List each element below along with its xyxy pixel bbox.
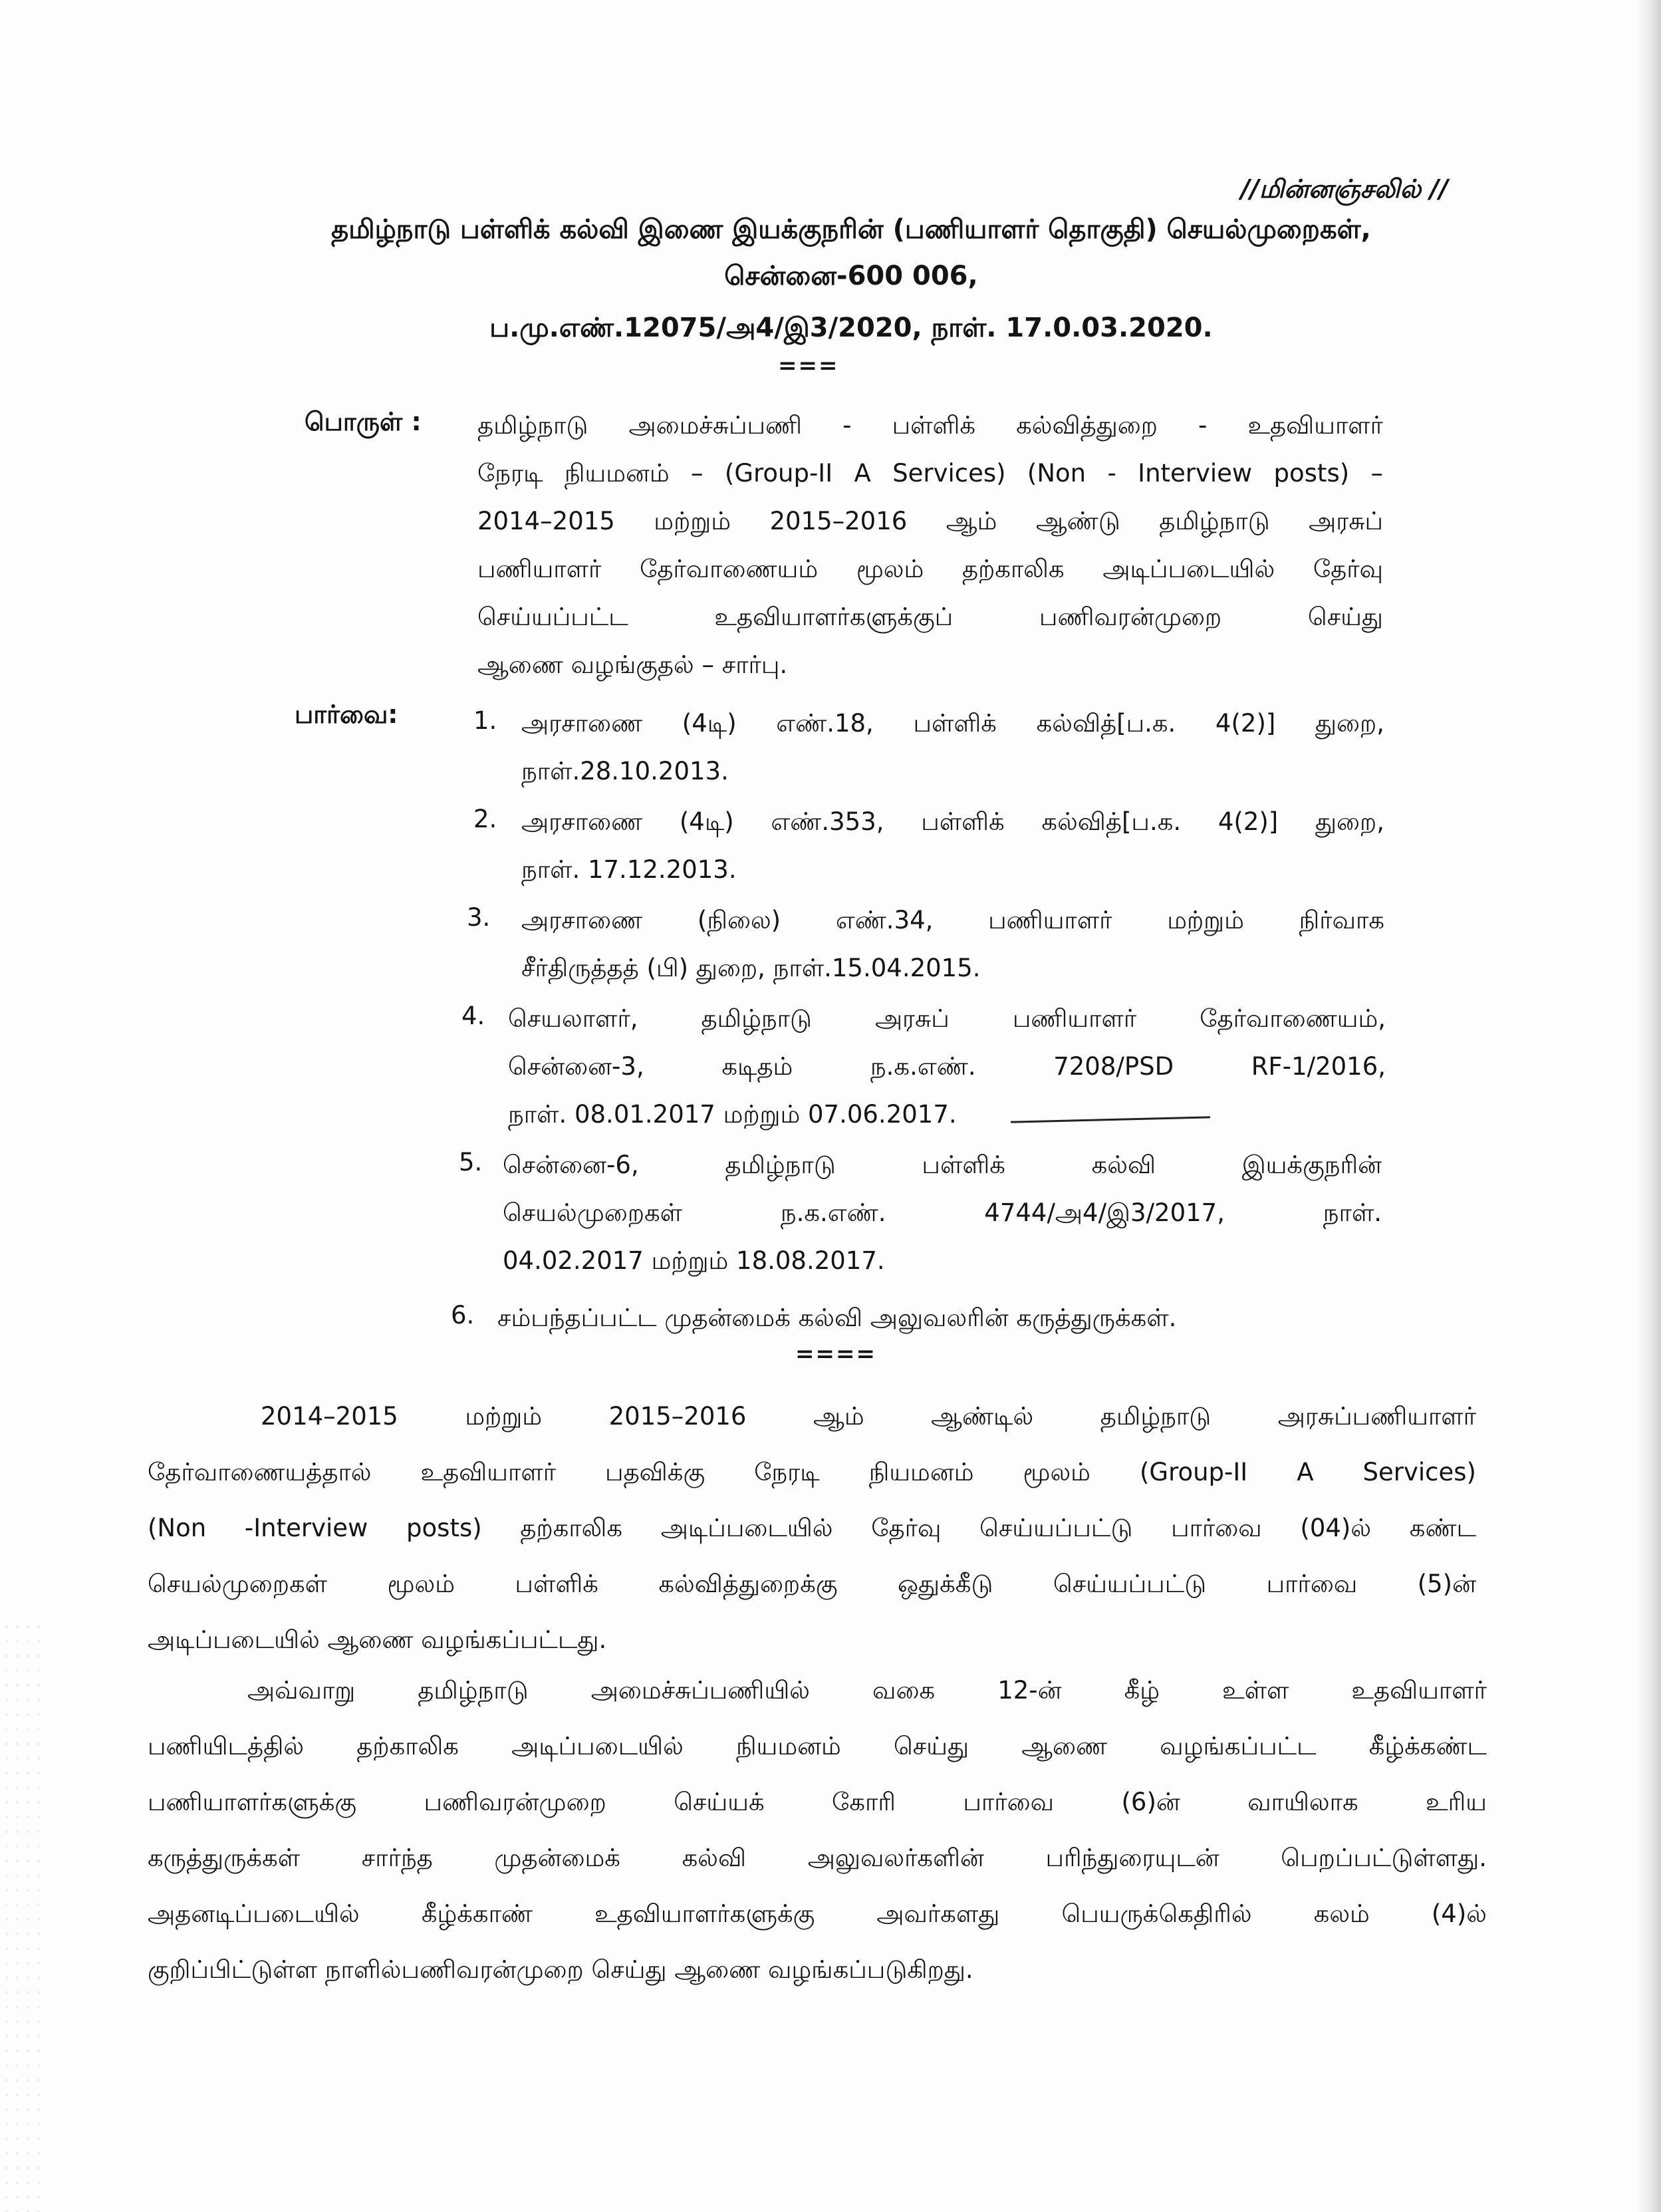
reference-line: 04.02.2017 மற்றும் 18.08.2017. [503,1246,885,1275]
paragraph-line: அதனடிப்படையில் கீழ்க்காண் உதவியாளர்களுக்கு அவர்களது பெயருக்கெதிரில் கலம் (4)ல் [148,1899,1487,1928]
header-separator: === [778,352,839,379]
paragraph-line: பணியாளர்களுக்கு பணிவரன்முறை செய்யக் கோரி பார்வை (6)ன் வாயிலாக உரிய [148,1788,1487,1816]
city-line: சென்னை-600 006, [724,261,978,291]
reference-number: 6. [451,1301,475,1329]
reference-number: 4. [461,1002,485,1030]
reference-line: செயல்முறைகள் ந.க.எண். 4744/அ4/இ3/2017, நாள். [503,1198,1382,1227]
references-label: பார்வை: [295,700,398,729]
subject-line: பணியாளர் தேர்வாணையம் மூலம் தற்காலிக அடிப்படையில் தேர்வு [477,555,1383,583]
subject-line: நேரடி நியமனம் – (Group-II A Services) (Non - Interview posts) – [477,459,1383,487]
reference-line: செயலாளர், தமிழ்நாடு அரசுப் பணியாளர் தேர்வாணையம், [508,1004,1386,1033]
reference-line: அரசாணை (4டி) எண்.353, பள்ளிக் கல்வித்[ப.க. 4(2)] துறை, [521,807,1384,836]
reference-number: 1. [473,706,497,735]
reference-number: 2. [473,805,497,833]
reference-line: நாள்.28.10.2013. [521,757,729,785]
reference-line: அரசாணை (4டி) எண்.18, பள்ளிக் கல்வித்[ப.க. 4(2)] துறை, [521,709,1384,738]
paragraph-line: தேர்வாணையத்தால் உதவியாளர் பதவிக்கு நேரடி நியமனம் மூலம் (Group-II A Services) [148,1458,1476,1486]
reference-number: 5. [459,1148,483,1176]
paragraph-line: (Non -Interview posts) தற்காலிக அடிப்படையில் தேர்வு செய்யப்பட்டு பார்வை (04)ல் கண்ட [148,1514,1476,1542]
subject-line: ஆணை வழங்குதல் – சார்பு. [477,650,788,679]
subject-line: தமிழ்நாடு அமைச்சுப்பணி - பள்ளிக் கல்வித்துறை - உதவியாளர் [477,411,1383,440]
reference-line: சென்னை-6, தமிழ்நாடு பள்ளிக் கல்வி இயக்குநரின் [503,1151,1382,1179]
body-paragraph-1 [148,1389,1476,1668]
paragraph-line: 2014–2015 மற்றும் 2015–2016 ஆம் ஆண்டில் தமிழ்நாடு அரசுப்பணியாளர் [261,1402,1476,1431]
body-paragraph-2 [148,1663,1487,1998]
paragraph-line: குறிப்பிட்டுள்ள நாளில்பணிவரன்முறை செய்து ஆணை வழங்கப்படுகிறது. [148,1955,973,1984]
email-mark: //மின்னஞ்சலில் // [1241,174,1448,204]
subject-line: செய்யப்பட்ட உதவியாளர்களுக்குப் பணிவரன்முறை செய்து [477,603,1383,631]
scan-speckle [0,1613,40,2212]
reference-line: சம்பந்தப்பட்ட முதன்மைக் கல்வி அலுவலரின் கருத்துருக்கள். [497,1304,1177,1332]
paragraph-line: அடிப்படையில் ஆணை வழங்கப்பட்டது. [148,1625,607,1654]
page-edge-shadow [1636,0,1661,2212]
reference-number-line: ப.மு.எண்.12075/அ4/இ3/2020, நாள். 17.0.03.2020. [489,313,1213,343]
paragraph-line: பணியிடத்தில் தற்காலிக அடிப்படையில் நியமனம் செய்து ஆணை வழங்கப்பட்ட கீழ்க்கண்ட [148,1732,1487,1760]
reference-line: நாள். 08.01.2017 மற்றும் 07.06.2017. [508,1100,957,1129]
references-separator: ==== [795,1341,876,1367]
reference-line: அரசாணை (நிலை) எண்.34, பணியாளர் மற்றும் நிர்வாக [521,906,1384,934]
subject-line: 2014–2015 மற்றும் 2015–2016 ஆம் ஆண்டு தமிழ்நாடு அரசுப் [477,507,1383,535]
reference-number: 3. [467,903,491,932]
subject-text [477,402,1383,689]
paragraph-line: கருத்துருக்கள் சார்ந்த முதன்மைக் கல்வி அலுவலர்களின் பரிந்துரையுடன் பெறப்பட்டுள்ளது. [148,1844,1487,1872]
office-heading: தமிழ்நாடு பள்ளிக் கல்வி இணை இயக்குநரின் (பணியாளர் தொகுதி) செயல்முறைகள், [331,214,1371,245]
subject-label: பொருள் : [305,407,422,436]
reference-line: சென்னை-3, கடிதம் ந.க.எண். 7208/PSD RF-1/2016, [508,1052,1386,1081]
paragraph-line: செயல்முறைகள் மூலம் பள்ளிக் கல்வித்துறைக்கு ஒதுக்கீடு செய்யப்பட்டு பார்வை (5)ன் [148,1570,1476,1598]
reference-line: நாள். 17.12.2013. [521,855,737,884]
paragraph-line: அவ்வாறு தமிழ்நாடு அமைச்சுப்பணியில் வகை 12-ன் கீழ் உள்ள உதவியாளர் [247,1676,1487,1705]
reference-line: சீர்திருத்தத் (பி) துறை, நாள்.15.04.2015. [521,954,981,982]
